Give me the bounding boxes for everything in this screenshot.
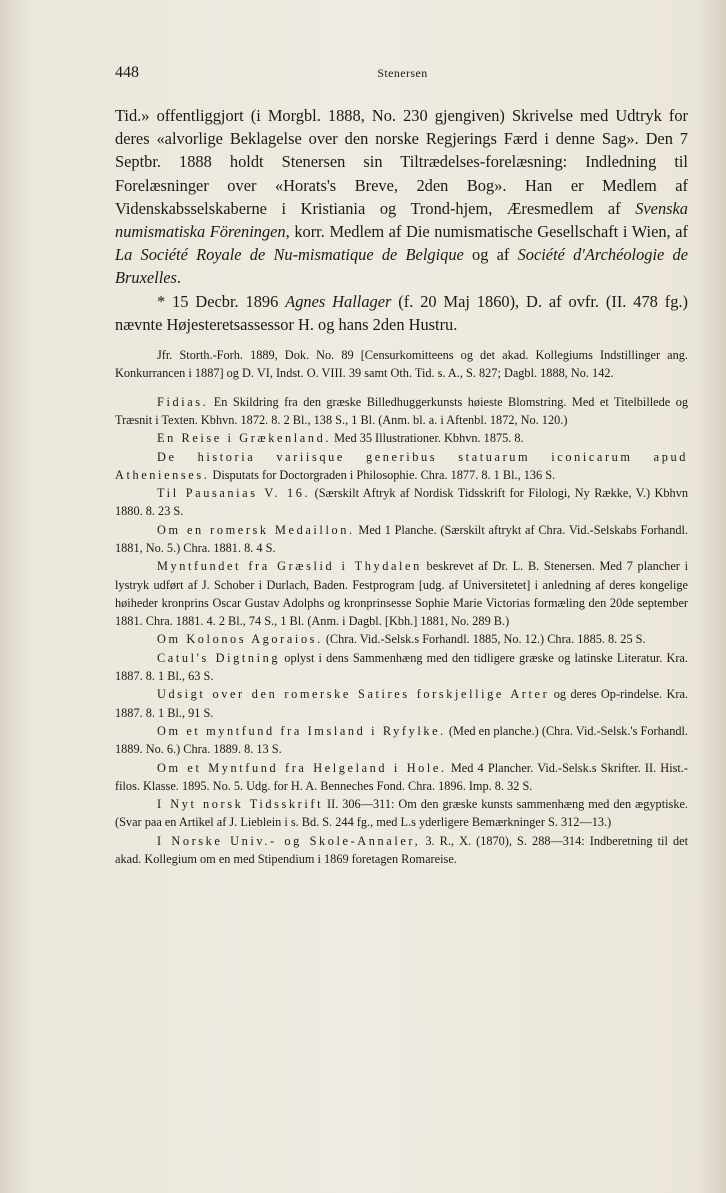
work-entry: I Norske Univ.- og Skole-Annaler, 3. R., X. (1870), S. 288—314: Indberetning til det akad. Kollegium om en med Stipendium i 1869 foretagen Romareise. (115, 833, 688, 867)
work-entry: Til Pausanias V. 16. (Særskilt Aftryk af Nordisk Tidsskrift for Filologi, Ny Række, V.) Kbhvn 1880. 8. 23 S. (115, 486, 688, 519)
work-entry: Om et myntfund fra Imsland i Ryfylke. (Med en planche.) (Chra. Vid.-Selsk.'s Forhandl. 1889. No. 6.) Chra. 1889. 8. 13 S. (115, 723, 688, 757)
page-number: 448 (115, 64, 139, 81)
work-entry: Fidias. En Skildring fra den græske Billedhuggerkunsts høieste Blomstring. Med et Titelbillede og Træsnit i Texten. Kbhvn. 1872. 8. 2 Bl., 138 S., 1 Bl. (Anm. bl. a. i Aftenbl. 1872, No. 120.) (115, 394, 688, 427)
italic-society: La Société Royale de Nu-mismatique de Belgique (115, 245, 464, 265)
italic-name: Agnes Hallager (285, 291, 392, 311)
page-body (115, 104, 688, 868)
work-entry: Om Kolonos Agoraios. (Chra. Vid.-Selsk.s Forhandl. 1885, No. 12.) Chra. 1885. 8. 25 S. (157, 632, 646, 647)
references: Jfr. Storth.-Forh. 1889, Dok. No. 89 [Censurkomitteens og det akad. Kollegiums Indstillinger ang. Konkurrancen i 1887] og D. VI, Indst. O. VIII. 39 samt Oth. Tid. s. A., S. 827; Dagbl. 1888, No. 142. (115, 348, 688, 381)
running-title: Stenersen (377, 66, 428, 80)
work-entry: Udsigt over den romerske Satires forskjellige Arter og deres Op-rindelse. Kra. 1887. 8. 1 Bl., 91 S. (115, 687, 689, 720)
page-header (115, 64, 690, 88)
work-entry: Myntfundet fra Græslid i Thydalen beskrevet af Dr. L. B. Stenersen. Med 7 plancher i lystryk udført af J. Schober i Durlach, Baden. Festprogram [udg. af Universitetet] i anledning af deres kongelige høiheder kronprins Oscar Gustav Adolphs og kronprinsesse Sophie Marie Victorias formæling den 20de september 1881. Chra. 1881. 4. 2 Bl., 74 S., 1 Bl. (Anm. i Dagbl. [Kbh.] 1881, No. 289 B.) (115, 559, 688, 629)
marriage-paragraph: * 15 Decbr. 1896 Agnes Hallager (f. 20 Maj 1860), D. af ovfr. (II. 478 fg.) nævnte Højesteretsassessor H. og hans 2den Hustru. (115, 291, 688, 334)
biography-paragraph: Tid.» offentliggjort (i Morgbl. 1888, No. 230 gjengiven) Skrivelse med Udtryk for deres «alvorlige Beklagelse over den norske Regjerings Færd i denne Sag». Den 7 Septbr. 1888 holdt Stenersen sin Tiltrædelses-forelæsning: Indledning til Forelæsninger over «Horats's Breve, 2den Bog». Han er Medlem af Videnskabsselskaberne i Kristiania og Trond-hjem, Æresmedlem af Svenska numismatiska Föreningen, korr. Medlem af Die numismatische Gesellschaft i Wien, af La Société Royale de Nu-mismatique de Belgique og af Société d'Archéologie de Bruxelles. (115, 106, 688, 288)
works-list (115, 393, 688, 869)
work-entry: I Nyt norsk Tidsskrift II. 306—311: Om den græske kunsts sammenhæng med den ægyptiske. (Svar paa en Artikel af J. Lieblein i s. Bd. S. 244 fg., med L.s yderligere Bemærkninger S. 312—13.) (115, 797, 689, 830)
work-entry: Om en romersk Medaillon. Med 1 Planche. (Særskilt aftrykt af Chra. Vid.-Selskabs Forhandl. 1881, No. 5.) Chra. 1881. 8. 4 S. (115, 522, 689, 555)
work-entry: Catul's Digtning oplyst i dens Sammenhæng med den tidligere græske og latinske Literatur. Kra. 1887. 8. 1 Bl., 63 S. (115, 650, 688, 684)
work-entry: En Reise i Grækenland. Med 35 Illustrationer. Kbhvn. 1875. 8. (157, 431, 524, 446)
italic-society: Svenska numismatiska Föreningen (115, 198, 688, 242)
italic-society: Société d'Archéologie de Bruxelles (115, 245, 688, 288)
work-entry: De historia variisque generibus statuarum iconicarum apud Athenienses. Disputats for Doctorgraden i Philosophie. Chra. 1877. 8. 1 Bl., 136 S. (115, 449, 688, 482)
work-entry: Om et Myntfund fra Helgeland i Hole. Med 4 Plancher. Vid.-Selsk.s Skrifter. II. Hist.-filos. Klasse. 1895. No. 5. Udg. for H. A. Benneches Fond. Chra. 1896. Imp. 8. 32 S. (115, 760, 688, 793)
